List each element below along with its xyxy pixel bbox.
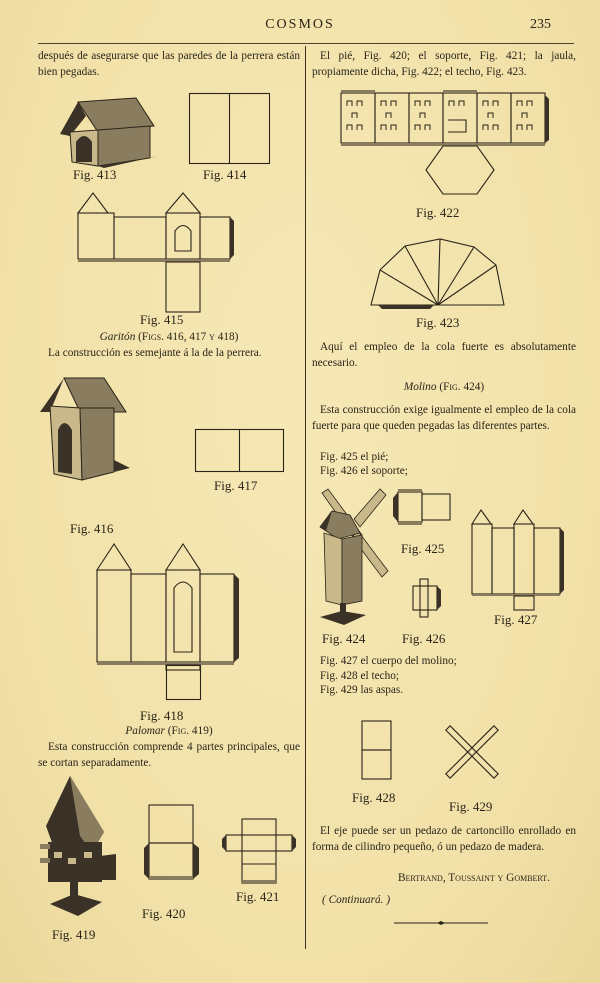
fig-427-caption: Fig. 427 — [494, 612, 538, 627]
parts-list-2-item: Fig. 428 el techo; — [320, 669, 400, 682]
column-divider — [305, 46, 306, 949]
molino-paragraph: Esta construcción exige igualmente el empleo de la cola fuerte para que queden pegadas las diferentes partes. — [312, 404, 576, 432]
right-intro-paragraph: El pié, Fig. 420; el soporte, Fig. 421; la jaula, propiamente dicha, Fig. 422; el techo, Fig. 423. — [312, 50, 576, 78]
fig-427-diagram — [471, 508, 567, 612]
fig-417-diagram — [195, 429, 285, 473]
fig-413-kennel-illustration — [58, 92, 158, 164]
authors-name: Bertrand, Toussaint y Gombert. — [398, 872, 550, 884]
parts-list-1 — [320, 450, 570, 479]
fig-417-caption: Fig. 417 — [214, 478, 258, 493]
fig-419-caption: Fig. 419 — [52, 927, 96, 942]
parts-list-1-item: Fig. 426 el soporte; — [320, 464, 408, 477]
parts-list-1-item: Fig. 425 el pié; — [320, 451, 389, 463]
eje-paragraph: El eje puede ser un pedazo de cartoncillo enrollado en forma de cilindro pequeño, ó un pedazo de madera. — [312, 825, 576, 853]
running-header-title: COSMOS — [265, 17, 335, 32]
fig-425-caption: Fig. 425 — [401, 541, 445, 556]
palomar-paragraph: Esta construcción comprende 4 partes principales, que se cortan separadamente. — [38, 741, 300, 769]
parts-list-2 — [320, 654, 570, 699]
fig-415-caption: Fig. 415 — [140, 312, 184, 327]
fig-414-caption: Fig. 414 — [203, 167, 247, 182]
fig-428-caption: Fig. 428 — [352, 790, 396, 805]
fig-424-windmill-illustration — [312, 487, 384, 627]
fig-421-diagram — [222, 818, 294, 886]
garitón-title: Garitón — [99, 331, 136, 343]
garitón-heading — [38, 330, 300, 346]
fig-413-caption: Fig. 413 — [73, 167, 117, 182]
garitón-refs: (Figs. 416, 417 y 418) — [138, 331, 239, 343]
fig-426-caption: Fig. 426 — [402, 631, 446, 646]
fig-429-caption: Fig. 429 — [449, 799, 493, 814]
page-number: 235 — [530, 17, 551, 32]
fig-426-diagram — [410, 578, 442, 618]
fig-428-diagram — [361, 720, 393, 782]
fig-422-diagram — [340, 90, 550, 196]
garitón-paragraph: La construcción es semejante á la de la perrera. — [48, 347, 262, 359]
fig-425-diagram — [392, 488, 454, 528]
fig-422-caption: Fig. 422 — [416, 205, 460, 220]
cola-paragraph: Aquí el empleo de la cola fuerte es absolutamente necesario. — [312, 341, 576, 369]
end-ornament-rule — [393, 919, 489, 927]
fig-421-caption: Fig. 421 — [236, 889, 280, 904]
molino-heading — [312, 380, 576, 396]
fig-414-diagram — [189, 93, 271, 165]
palomar-title: Palomar — [125, 725, 165, 737]
parts-list-2-item: Fig. 427 el cuerpo del molino; — [320, 655, 457, 667]
fig-420-diagram — [143, 804, 205, 880]
molino-title: Molino — [403, 381, 437, 393]
fig-418-base-flap — [166, 665, 202, 701]
fig-418-caption: Fig. 418 — [140, 708, 184, 723]
palomar-heading — [38, 724, 300, 740]
fig-424-caption: Fig. 424 — [322, 631, 366, 646]
parts-list-2-item: Fig. 429 las aspas. — [320, 684, 404, 696]
left-intro-paragraph: después de asegurarse que las paredes de la perrera están bien pegadas. — [38, 50, 300, 78]
fig-418-diagram — [96, 542, 246, 672]
fig-419-dovecote-illustration — [40, 776, 112, 920]
fig-423-caption: Fig. 423 — [416, 315, 460, 330]
fig-429-diagram — [436, 716, 508, 788]
fig-416-caption: Fig. 416 — [70, 521, 114, 536]
palomar-refs: (Fig. 419) — [167, 725, 213, 737]
fig-416-sentry-box-illustration — [40, 378, 130, 480]
header-rule — [38, 43, 574, 44]
continuara-note: ( Continuará. ) — [322, 894, 391, 906]
authors-signature — [320, 871, 576, 887]
fig-423-diagram — [370, 238, 506, 310]
fig-415-diagram — [75, 190, 235, 318]
fig-420-caption: Fig. 420 — [142, 906, 186, 921]
molino-refs: (Fig. 424) — [439, 381, 485, 393]
